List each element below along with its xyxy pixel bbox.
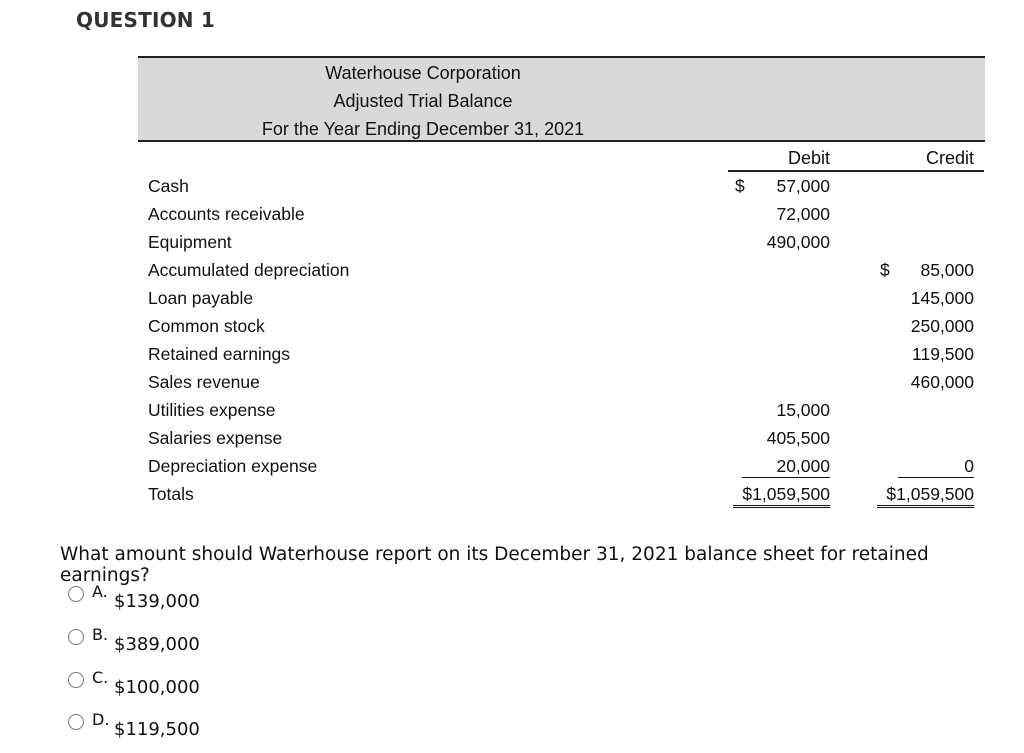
credit-amount: 0 [898, 456, 974, 478]
option-b[interactable] [68, 625, 368, 655]
debit-amount: 405,500 [766, 428, 830, 448]
question-heading: QUESTION 1 [76, 8, 216, 32]
account-name: Retained earnings [148, 344, 291, 364]
radio-button[interactable] [68, 672, 84, 688]
report-period: For the Year Ending December 31, 2021 [261, 119, 585, 139]
company-name: Waterhouse Corporation [325, 63, 521, 83]
credit-amount: 119,500 [912, 344, 974, 364]
table-row [0, 372, 1024, 400]
account-name: Salaries expense [148, 428, 283, 448]
option-letter: A. [92, 582, 108, 601]
credit-amount: 145,000 [910, 288, 974, 308]
column-header-rule [728, 170, 984, 172]
debit-total: $1,059,500 [733, 484, 830, 508]
credit-column-header: Credit [925, 148, 974, 168]
table-row [0, 260, 1024, 288]
table-row [0, 232, 1024, 260]
table-row [0, 344, 1024, 372]
table-row [0, 204, 1024, 232]
account-name: Accumulated depreciation [148, 260, 350, 280]
option-letter: D. [92, 710, 110, 729]
table-row [0, 428, 1024, 456]
trial-balance-header [138, 56, 985, 142]
account-name: Common stock [148, 316, 265, 336]
table-row [0, 288, 1024, 316]
credit-amount: 460,000 [910, 372, 974, 392]
question-text: What amount should Waterhouse report on its December 31, 2021 balance sheet for retained earnings? [60, 544, 929, 586]
credit-total: $1,059,500 [877, 484, 974, 508]
option-value: $119,500 [114, 719, 200, 740]
account-name: Cash [148, 176, 189, 196]
account-name: Totals [148, 484, 194, 504]
debit-amount: 20,000 [742, 456, 830, 478]
table-row [0, 456, 1024, 484]
option-letter: B. [92, 625, 109, 644]
account-name: Sales revenue [148, 372, 260, 392]
report-title: Adjusted Trial Balance [333, 91, 513, 111]
option-value: $100,000 [114, 677, 200, 698]
table-row [0, 316, 1024, 344]
totals-row [0, 484, 1024, 512]
option-value: $389,000 [114, 634, 200, 655]
account-name: Depreciation expense [148, 456, 318, 476]
option-d[interactable] [68, 710, 368, 740]
option-value: $139,000 [114, 591, 200, 612]
option-letter: C. [92, 668, 109, 687]
table-row [0, 400, 1024, 428]
debit-amount: 490,000 [766, 232, 830, 252]
account-name: Accounts receivable [148, 204, 305, 224]
account-name: Equipment [148, 232, 232, 252]
radio-button[interactable] [68, 714, 84, 730]
debit-amount: 57,000 [776, 176, 830, 196]
option-a[interactable] [68, 582, 368, 612]
radio-button[interactable] [68, 586, 84, 602]
account-name: Loan payable [148, 288, 254, 308]
dollar-sign: $ [880, 260, 890, 280]
dollar-sign: $ [735, 176, 745, 196]
debit-amount: 72,000 [776, 204, 830, 224]
account-name: Utilities expense [148, 400, 276, 420]
credit-amount: 250,000 [910, 316, 974, 336]
credit-amount: 85,000 [920, 260, 974, 280]
option-c[interactable] [68, 668, 368, 698]
debit-column-header: Debit [787, 148, 830, 168]
table-row [0, 176, 1024, 204]
radio-button[interactable] [68, 629, 84, 645]
debit-amount: 15,000 [776, 400, 830, 420]
